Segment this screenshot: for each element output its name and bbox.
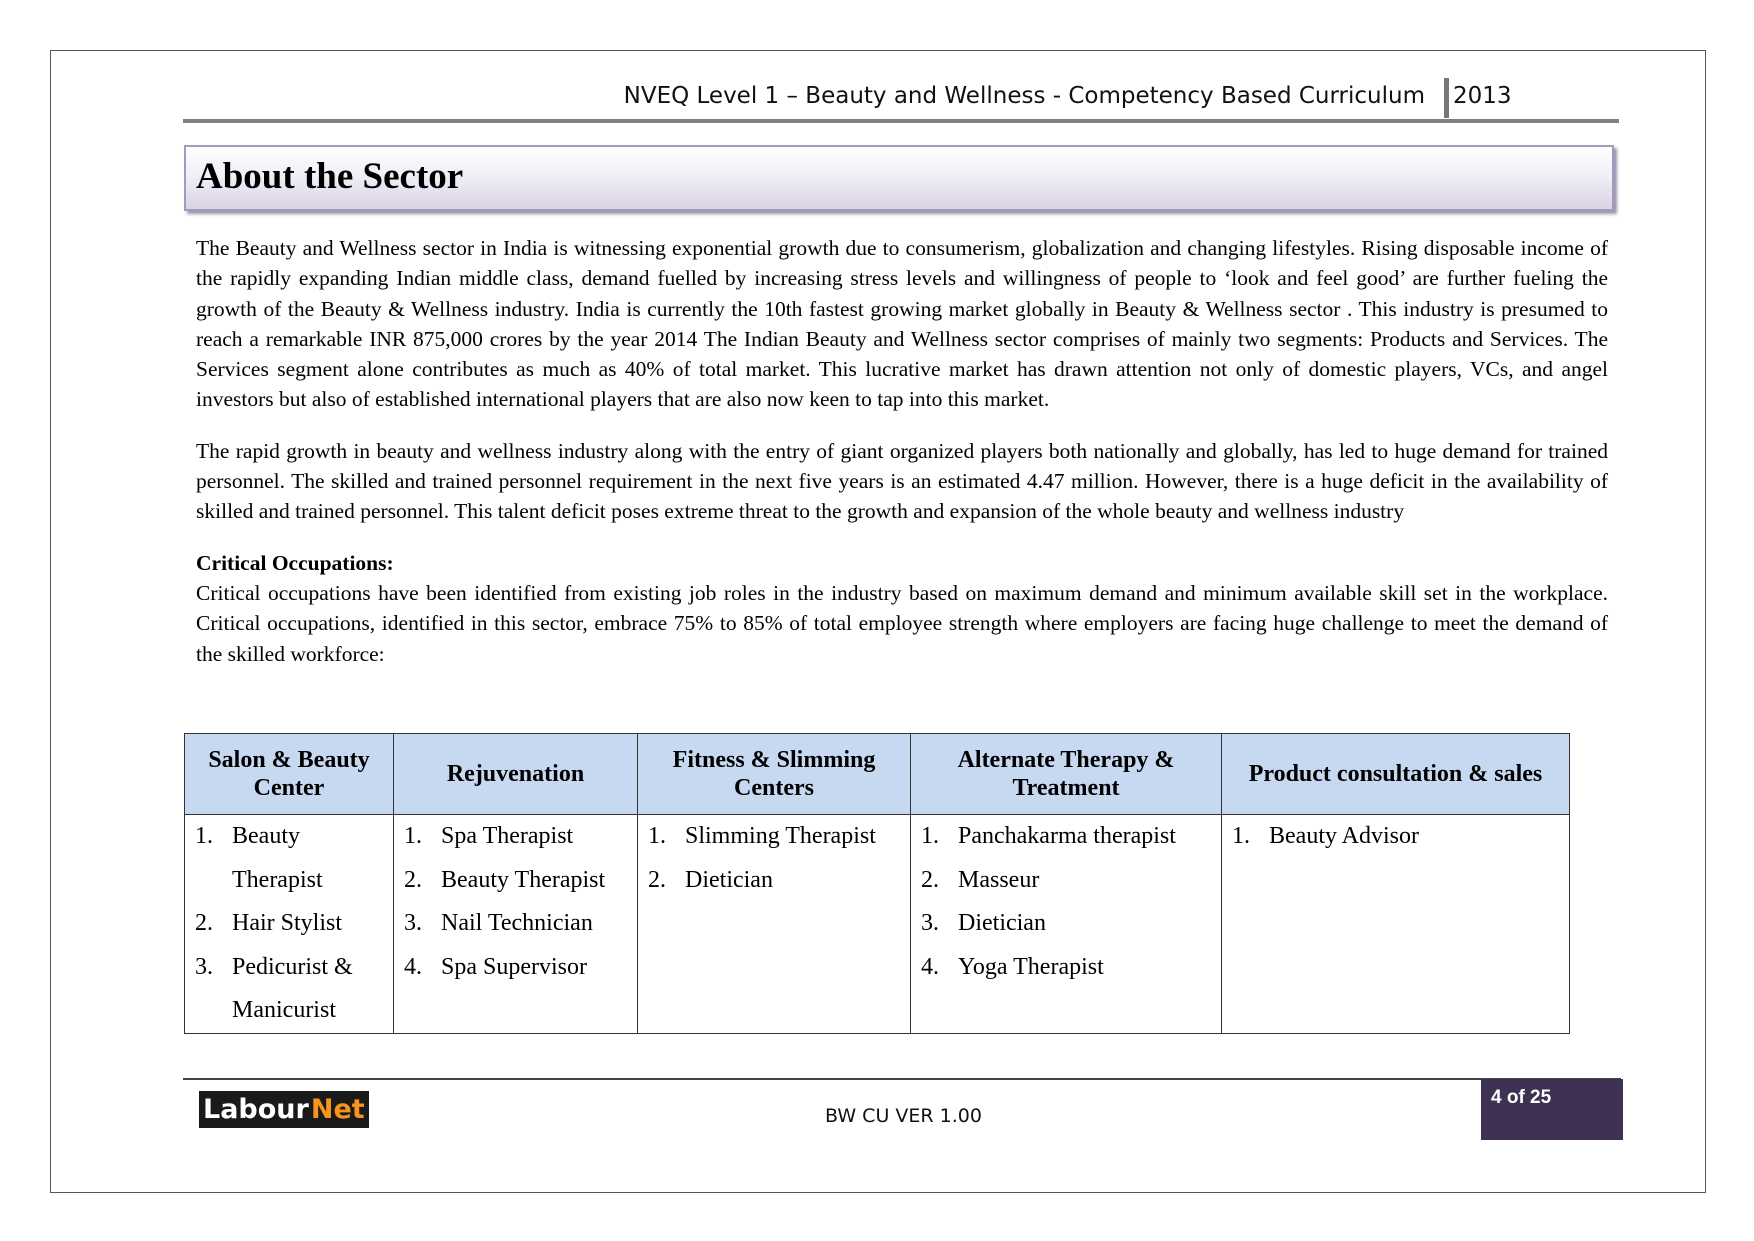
list-item	[404, 815, 633, 859]
occupation-list	[911, 815, 1221, 989]
logo-net-text: Net	[311, 1091, 369, 1128]
header-rule	[183, 119, 1619, 123]
list-item	[1232, 815, 1565, 859]
list-item	[921, 859, 1217, 903]
page-header	[183, 78, 1619, 120]
occupation-name: Masseur	[958, 866, 1040, 893]
logo-labour-text: Labour	[199, 1091, 311, 1128]
list-number: 3.	[195, 953, 213, 980]
table-cell	[394, 815, 638, 1034]
labournet-logo	[199, 1091, 369, 1128]
table-header-row	[185, 734, 1570, 815]
document-version: BW CU VER 1.00	[825, 1105, 982, 1127]
occupation-name: Pedicurist & Manicurist	[232, 953, 353, 1023]
section-title: About the Sector	[196, 156, 464, 197]
list-number: 2.	[404, 866, 422, 893]
table-cell	[1222, 815, 1570, 1034]
list-item	[921, 815, 1217, 859]
main-content	[196, 233, 1608, 669]
occupation-name: Spa Therapist	[441, 823, 574, 849]
table-header-cell: Alternate Therapy & Treatment	[911, 734, 1222, 815]
table-cell	[185, 815, 394, 1034]
footer-rule	[183, 1078, 1621, 1080]
list-item	[195, 815, 389, 902]
list-item	[404, 946, 633, 990]
list-number: 2.	[195, 910, 213, 936]
list-number: 4.	[404, 953, 422, 980]
list-item	[404, 859, 633, 903]
list-item	[648, 859, 906, 903]
list-number: 3.	[921, 910, 939, 936]
table-cell	[911, 815, 1222, 1034]
paragraph-intro: The Beauty and Wellness sector in India is witnessing exponential growth due to consumerism, globalization and changing lifestyles. Rising disposable income of the rapidly expanding Indian middle class, demand fuelled by increasing stress levels and willingness of people to ‘look and feel good’ are further fueling the growth of the Beauty & Wellness industry. India is currently the 10th fastest growing market globally in Beauty & Wellness sector . This industry is presumed to reach a remarkable INR 875,000 crores by the year 2014 The Indian Beauty and Wellness sector comprises of mainly two segments: Products and Services. The Services segment alone contributes as much as 40% of total market. This lucrative market has drawn attention not only of domestic players, VCs, and angel investors but also of established international players that are also now keen to tap into this market.	[196, 236, 1608, 412]
list-number: 1.	[195, 823, 213, 849]
table-row	[185, 815, 1570, 1034]
list-number: 1.	[404, 823, 422, 849]
paragraph-critical: Critical occupations have been identified from existing job roles in the industry based on maximum demand and minimum available skill set in the workplace. Critical occupations, identified in this sector, embrace 75% to 85% of total employee strength where employers are facing huge challenge to meet the demand of the skilled workforce:	[196, 580, 1608, 666]
page-number: 4 of 25	[1491, 1087, 1552, 1108]
paragraph-growth: The rapid growth in beauty and wellness industry along with the entry of giant organized players both nationally and globally, has led to huge demand for trained personnel. The skilled and trained personnel requirement in the next five years is an estimated 4.47 million. However, there is a huge deficit in the availability of skilled and trained personnel. This talent deficit poses extreme threat to the growth and expansion of the whole beauty and wellness industry	[196, 438, 1608, 524]
header-separator	[1444, 78, 1449, 118]
list-number: 1.	[1232, 823, 1250, 849]
occupation-name: Nail Technician	[441, 910, 593, 936]
list-number: 4.	[921, 953, 939, 980]
occupation-name: Beauty Therapist	[441, 866, 606, 893]
list-item	[404, 902, 633, 946]
occupation-name: Beauty Advisor	[1269, 823, 1419, 849]
occupation-name: Slimming Therapist	[685, 823, 876, 849]
list-number: 3.	[404, 910, 422, 936]
table-header-cell: Rejuvenation	[394, 734, 638, 815]
occupation-list	[185, 815, 393, 1033]
occupation-list	[394, 815, 637, 989]
list-number: 2.	[648, 866, 666, 893]
occupation-name: Beauty Therapist	[232, 823, 323, 893]
page-number-box	[1481, 1079, 1623, 1140]
list-number: 1.	[921, 823, 939, 849]
table-header-cell: Salon & Beauty Center	[185, 734, 394, 815]
table-cell	[638, 815, 911, 1034]
list-item	[195, 902, 389, 946]
table-header-cell: Fitness & Slimming Centers	[638, 734, 911, 815]
table-header-cell: Product consultation & sales	[1222, 734, 1570, 815]
occupation-name: Dietician	[685, 866, 773, 893]
occupations-table	[184, 733, 1570, 1034]
header-title: NVEQ Level 1 – Beauty and Wellness - Competency Based Curriculum	[623, 83, 1425, 109]
critical-occupations-heading: Critical Occupations:	[196, 550, 394, 575]
list-item	[921, 902, 1217, 946]
list-item	[921, 946, 1217, 990]
occupation-list	[1222, 815, 1569, 859]
occupation-name: Panchakarma therapist	[958, 823, 1176, 849]
occupation-name: Hair Stylist	[232, 910, 343, 936]
section-title-box	[184, 145, 1614, 211]
occupation-name: Spa Supervisor	[441, 953, 587, 980]
list-item	[648, 815, 906, 859]
list-number: 2.	[921, 866, 939, 893]
list-item	[195, 946, 389, 1033]
occupation-name: Dietician	[958, 910, 1046, 936]
occupation-name: Yoga Therapist	[958, 953, 1104, 980]
occupation-list	[638, 815, 910, 902]
header-year: 2013	[1453, 83, 1512, 109]
list-number: 1.	[648, 823, 666, 849]
